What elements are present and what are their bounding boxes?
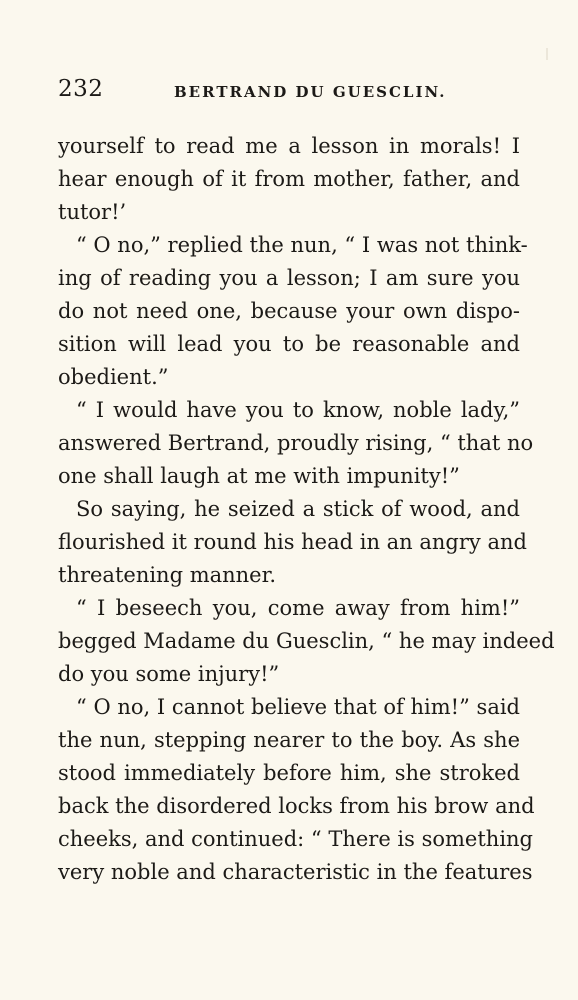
text-line: yourself to read me a lesson in morals! I [58, 134, 520, 158]
page-header [58, 76, 520, 106]
text-line: back the disordered locks from his brow and [58, 794, 535, 818]
text-line: “ O no,” replied the nun, “ I was not think- [76, 233, 528, 257]
page-number: 232 [58, 76, 104, 102]
text-line: flourished it round his head in an angry and [58, 530, 527, 554]
text-line: threatening manner. [58, 563, 277, 587]
text-line: “ I beseech you, come away from him!” [76, 596, 520, 620]
text-line: very noble and characteristic in the features [58, 860, 533, 884]
page-edge-mark [546, 48, 548, 60]
text-line: ing of reading you a lesson; I am sure you [58, 266, 520, 290]
text-line: obedient.” [58, 365, 169, 389]
text-line: stood immediately before him, she stroked [58, 761, 520, 785]
text-line: So saying, he seized a stick of wood, and [76, 497, 520, 521]
text-line: do not need one, because your own dispo- [58, 299, 520, 323]
text-line: the nun, stepping nearer to the boy. As she [58, 728, 520, 752]
text-line: tutor!’ [58, 200, 127, 224]
text-line: one shall laugh at me with impunity!” [58, 464, 460, 488]
text-line: answered Bertrand, proudly rising, “ that no [58, 431, 534, 455]
text-line: do you some injury!” [58, 662, 280, 686]
text-line: begged Madame du Guesclin, “ he may indeed [58, 629, 555, 653]
text-line: sition will lead you to be reasonable and [58, 332, 520, 356]
body-text [58, 130, 555, 890]
text-line: “ O no, I cannot believe that of him!” said [76, 695, 520, 719]
running-head: BERTRAND DU GUESCLIN. [174, 83, 447, 101]
text-line: hear enough of it from mother, father, and [58, 167, 520, 191]
text-line: “ I would have you to know, noble lady,” [76, 398, 520, 422]
text-line: cheeks, and continued: “ There is something [58, 827, 534, 851]
